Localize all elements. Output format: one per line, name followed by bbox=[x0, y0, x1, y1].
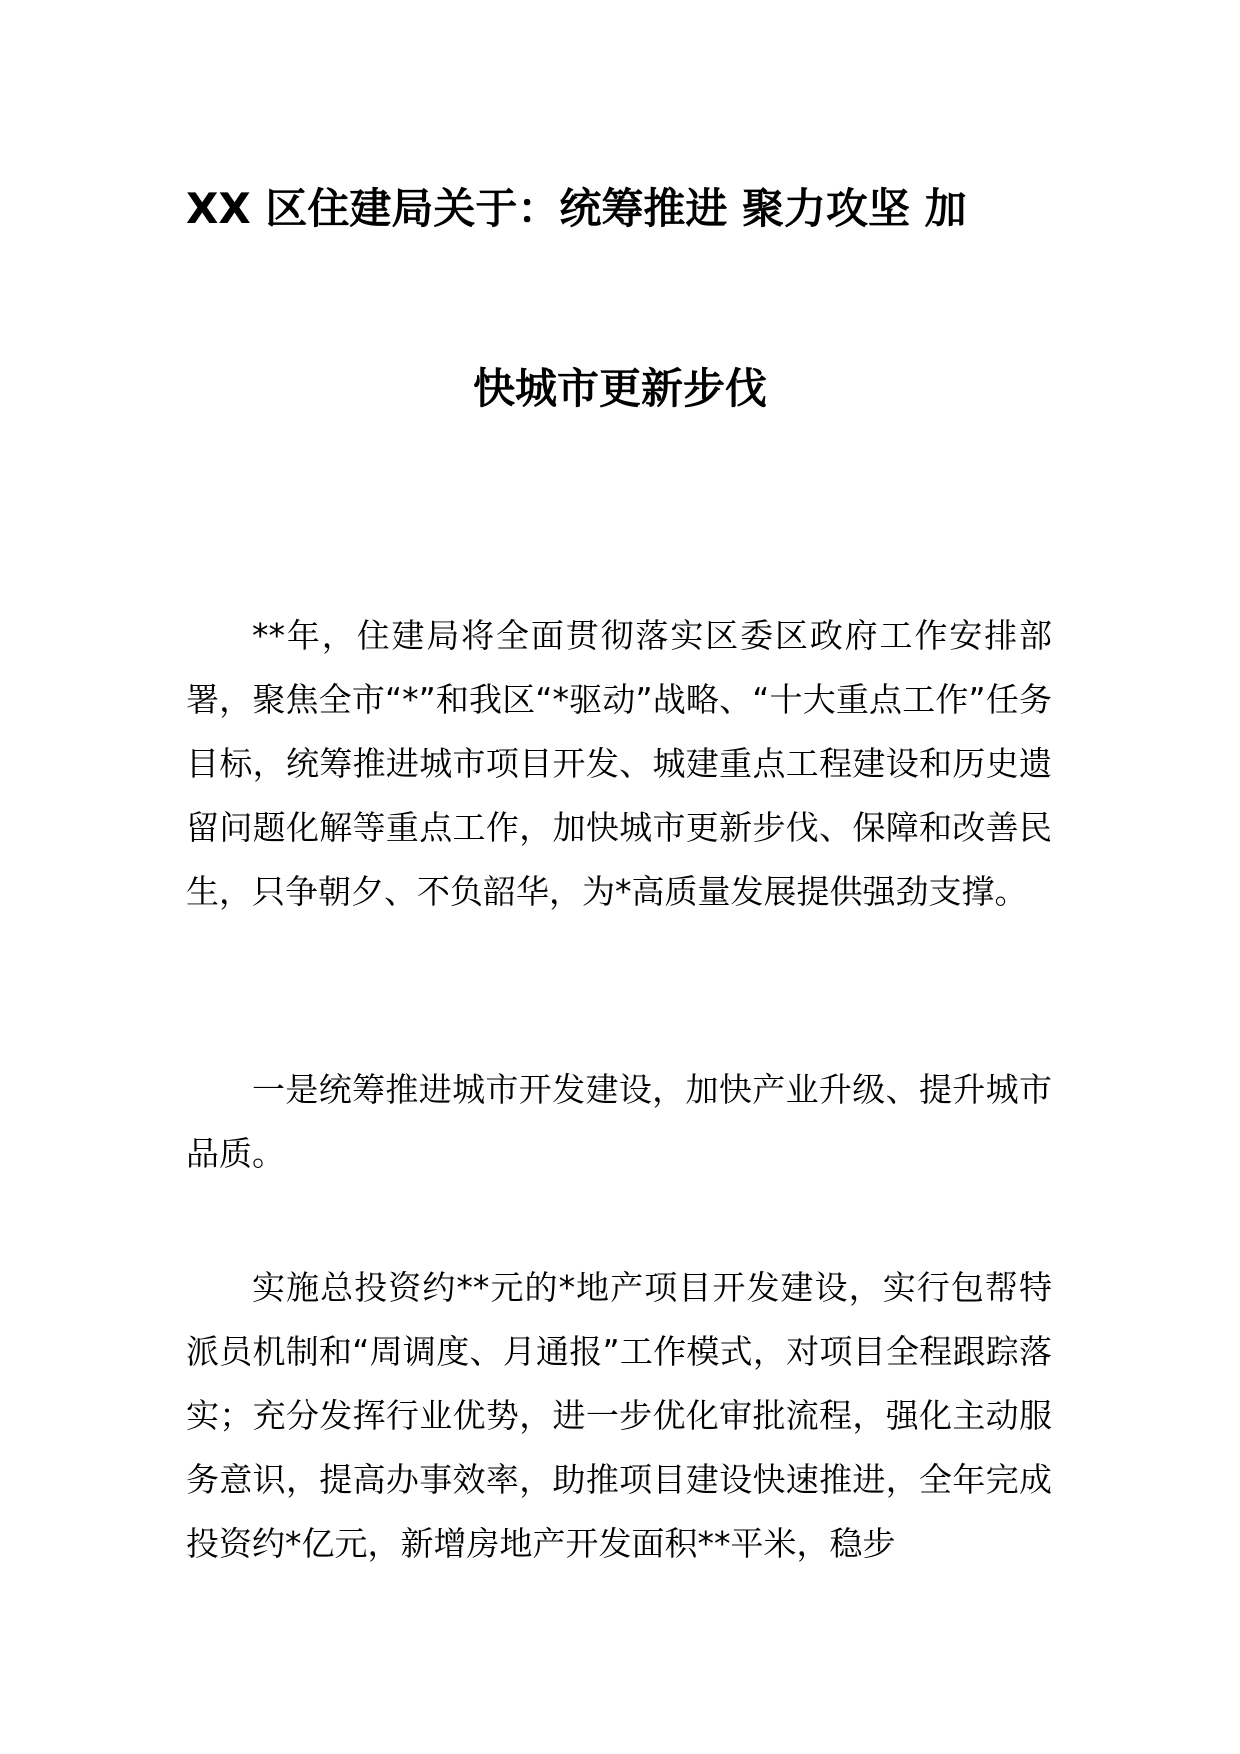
document-title-line-2: 快城市更新步伐 bbox=[472, 364, 767, 413]
document-title-line-1: XX 区住建局关于：统筹推进 聚力攻坚 加 bbox=[186, 184, 967, 233]
paragraph-intro: **年，住建局将全面贯彻落实区委区政府工作安排部署，聚焦全市“*”和我区“*驱动”战略、“十大重点工作”任务目标，统筹推进城市项目开发、城建重点工程建设和历史遗留问题化解等重点工作，加快城市更新步伐、保障和改善民生，只争朝夕、不负韶华，为*高质量发展提供强劲支撑。 bbox=[186, 616, 1052, 911]
paragraph-section-heading: 一是统筹推进城市开发建设，加快产业升级、提升城市品质。 bbox=[186, 1070, 1052, 1173]
paragraph-project-development: 实施总投资约**元的*地产项目开发建设，实行包帮特派员机制和“周调度、月通报”工作模式，对项目全程跟踪落实；充分发挥行业优势，进一步优化审批流程，强化主动服务意识，提高办事效率，助推项目建设快速推进，全年完成投资约*亿元，新增房地产开发面积**平米，稳步 bbox=[186, 1268, 1052, 1563]
